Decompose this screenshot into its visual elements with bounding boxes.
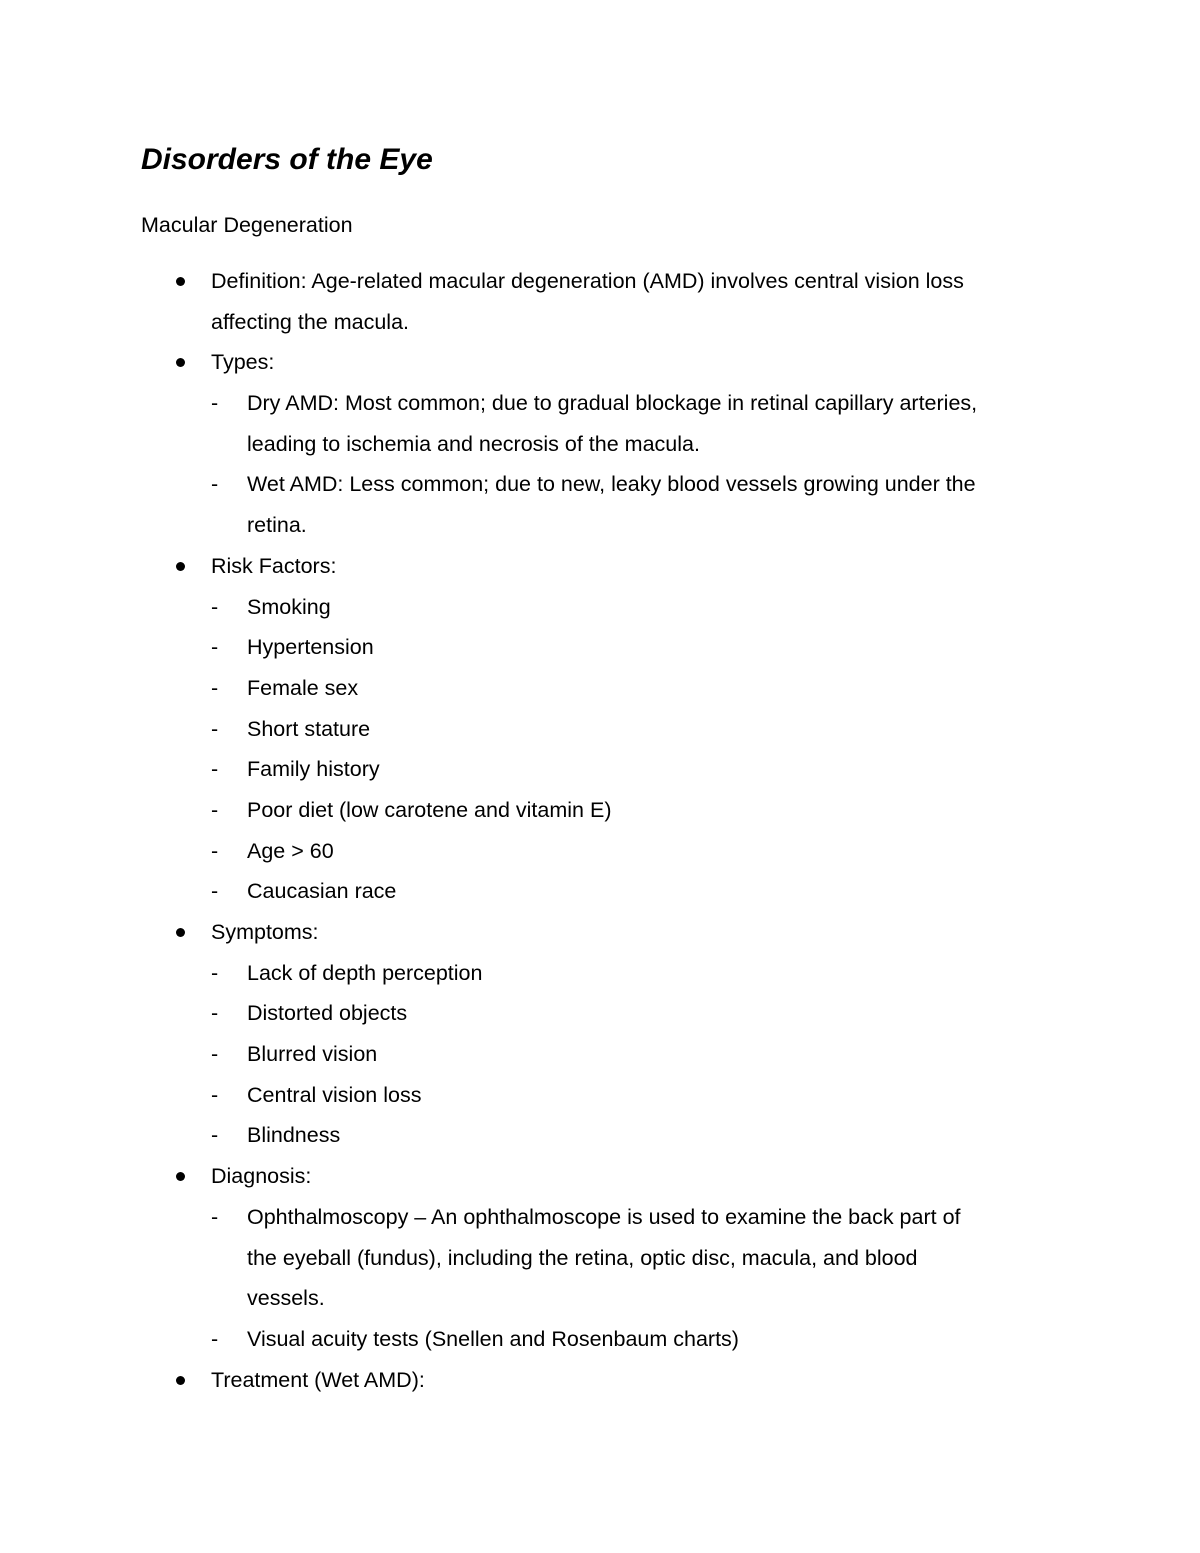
sub-item-line xyxy=(0,383,1200,424)
list-item-text: Risk Factors: xyxy=(211,553,337,578)
sub-item-line xyxy=(0,587,1200,628)
list-item-line xyxy=(0,546,1200,587)
list-item-line xyxy=(0,261,1200,302)
sub-item-text: leading to ischemia and necrosis of the macula. xyxy=(247,431,700,456)
sub-item-line xyxy=(0,505,1200,546)
sub-item-line xyxy=(0,1197,1200,1238)
sub-item-line xyxy=(0,831,1200,872)
sub-item-text: Age > 60 xyxy=(247,838,334,863)
sub-item-text: Central vision loss xyxy=(247,1082,422,1107)
dash-marker: - xyxy=(211,757,219,782)
bullet-icon xyxy=(176,1172,185,1181)
dash-marker: - xyxy=(211,1042,219,1067)
sub-item-line xyxy=(0,1238,1200,1279)
list-item-text: Types: xyxy=(211,350,275,375)
sub-item-text: Lack of depth perception xyxy=(247,960,483,985)
sub-item-line xyxy=(0,1115,1200,1156)
sub-item-line xyxy=(0,668,1200,709)
sub-item-line xyxy=(0,1319,1200,1360)
sub-item-line xyxy=(0,953,1200,994)
list-item-text: Diagnosis: xyxy=(211,1164,312,1189)
sub-item-text: Family history xyxy=(247,757,380,782)
dash-marker: - xyxy=(211,1082,219,1107)
dash-marker: - xyxy=(211,797,219,822)
dash-marker: - xyxy=(211,716,219,741)
list-item-text: Symptoms: xyxy=(211,920,319,944)
list-item-line xyxy=(0,1156,1200,1197)
sub-item-line xyxy=(0,1278,1200,1319)
bullet-list xyxy=(0,261,1200,1400)
sub-item-text: Blurred vision xyxy=(247,1042,378,1067)
sub-item-text: Distorted objects xyxy=(247,1001,408,1026)
sub-item-text: Hypertension xyxy=(247,635,374,660)
sub-item-line xyxy=(0,1034,1200,1075)
sub-item-text: Caucasian race xyxy=(247,879,397,904)
dash-marker: - xyxy=(211,675,219,700)
sub-item-text: Female sex xyxy=(247,675,359,700)
sub-item-text: Dry AMD: Most common; due to gradual blockage in retinal capillary arteries, xyxy=(247,391,978,416)
sub-item-text: Short stature xyxy=(247,716,371,741)
sub-item-line xyxy=(0,1075,1200,1116)
section-heading: Macular Degeneration xyxy=(141,213,353,237)
dash-marker: - xyxy=(211,879,219,904)
list-item-text: Treatment (Wet AMD): xyxy=(211,1367,425,1392)
list-item-text: Definition: Age-related macular degeneration (AMD) involves central vision loss xyxy=(211,269,964,293)
list-item-line xyxy=(0,302,1200,343)
dash-marker: - xyxy=(211,1204,219,1229)
sub-item-line xyxy=(0,464,1200,505)
dash-marker: - xyxy=(211,472,219,497)
sub-item-text: Ophthalmoscopy – An ophthalmoscope is used to examine the back part of xyxy=(247,1204,961,1229)
document-title: Disorders of the Eye xyxy=(141,143,433,176)
bullet-icon xyxy=(176,358,185,367)
sub-item-line xyxy=(0,424,1200,465)
dash-marker: - xyxy=(211,391,219,416)
bullet-icon xyxy=(176,277,185,286)
bullet-icon xyxy=(176,1376,185,1385)
sub-item-line xyxy=(0,709,1200,750)
bullet-icon xyxy=(176,562,185,571)
sub-item-line xyxy=(0,627,1200,668)
sub-item-line xyxy=(0,749,1200,790)
dash-marker: - xyxy=(211,960,219,985)
sub-item-text: the eyeball (fundus), including the retina, optic disc, macula, and blood xyxy=(247,1245,918,1270)
sub-item-text: retina. xyxy=(247,513,307,538)
sub-item-text: Wet AMD: Less common; due to new, leaky blood vessels growing under the xyxy=(247,472,976,497)
sub-item-line xyxy=(0,993,1200,1034)
dash-marker: - xyxy=(211,1123,219,1148)
dash-marker: - xyxy=(211,635,219,660)
sub-item-line xyxy=(0,871,1200,912)
sub-item-text: Poor diet (low carotene and vitamin E) xyxy=(247,797,612,822)
sub-item-text: Blindness xyxy=(247,1123,341,1148)
dash-marker: - xyxy=(211,1001,219,1026)
dash-marker: - xyxy=(211,594,219,619)
sub-item-line xyxy=(0,790,1200,831)
dash-marker: - xyxy=(211,838,219,863)
list-item-text: affecting the macula. xyxy=(211,309,410,334)
dash-marker: - xyxy=(211,1326,219,1351)
list-item-line xyxy=(0,342,1200,383)
sub-item-text: Visual acuity tests (Snellen and Rosenbaum charts) xyxy=(247,1326,739,1351)
sub-item-text: Smoking xyxy=(247,594,331,619)
list-item-line xyxy=(0,1360,1200,1401)
bullet-icon xyxy=(176,928,185,937)
list-item-line xyxy=(0,912,1200,953)
sub-item-text: vessels. xyxy=(247,1286,325,1311)
